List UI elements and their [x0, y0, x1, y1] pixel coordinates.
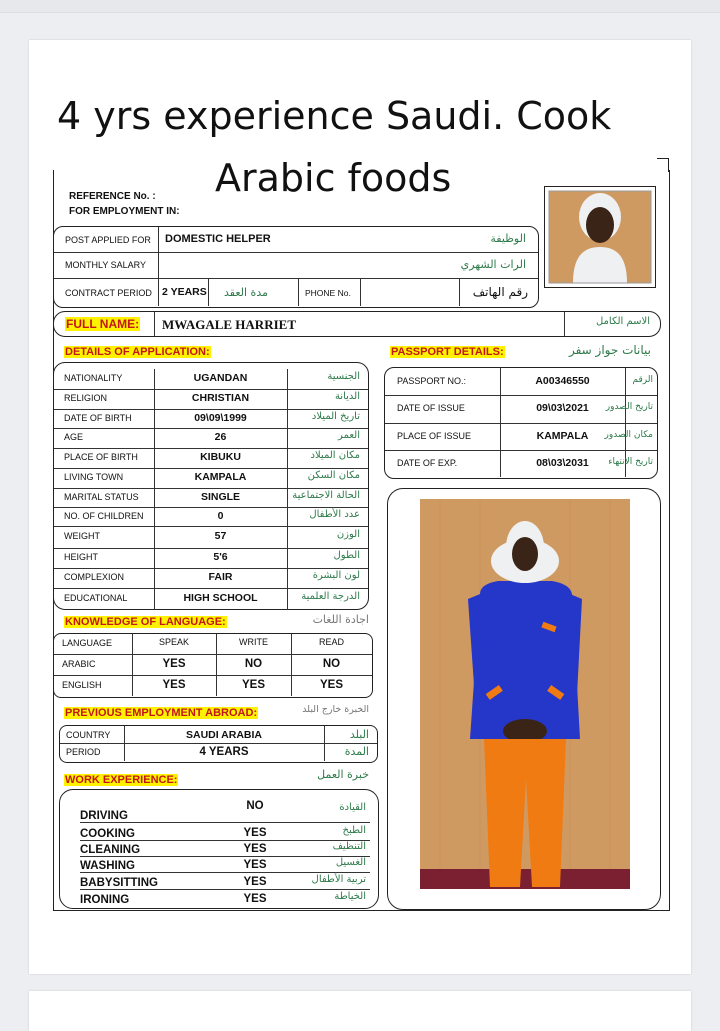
divider [158, 227, 159, 252]
detail-ar: عدد الأطفال [309, 508, 360, 520]
language-section-title: KNOWLEDGE OF LANGUAGE: [65, 616, 226, 628]
detail-row [54, 369, 368, 390]
passport-label: DATE OF EXP. [397, 457, 458, 468]
detail-row [54, 488, 368, 508]
work-section-title: WORK EXPERIENCE: [65, 774, 178, 786]
passport-value: KAMPALA [536, 429, 589, 442]
reference-label: REFERENCE No. : [69, 191, 156, 202]
full-name-ar: الاسم الكامل [595, 316, 650, 327]
language-header: SPEAK [158, 637, 189, 647]
salary-label: MONTHLY SALARY [65, 260, 147, 270]
divider [287, 507, 288, 526]
contract-row [54, 278, 538, 306]
detail-label: LIVING TOWN [64, 472, 124, 482]
divider [298, 278, 299, 306]
work-section-ar: خبرة العمل [317, 768, 369, 781]
full-body-image [420, 499, 630, 889]
headline-line-1: 4 yrs experience Saudi. Cook [57, 94, 612, 138]
job-details-box [53, 226, 539, 308]
passport-value: 09\03\2021 [536, 402, 589, 414]
detail-ar: الجنسية [327, 371, 360, 382]
post-ar: الوظيفة [490, 232, 526, 245]
detail-row [54, 507, 368, 527]
passport-value: 08\03\2031 [536, 456, 589, 469]
detail-row [54, 526, 368, 549]
work-divider [80, 822, 370, 823]
detail-label: COMPLEXION [64, 572, 125, 582]
detail-label: NATIONALITY [64, 373, 123, 383]
salary-ar: الرات الشهري [460, 258, 526, 271]
divider [154, 312, 155, 336]
passport-ar: مكان الصدور [604, 429, 653, 440]
detail-ar: الديانة [334, 391, 360, 402]
work-ar: الطبخ [342, 825, 366, 836]
divider [208, 278, 209, 306]
work-label: IRONING [80, 894, 130, 906]
post-row [54, 227, 538, 253]
work-value: YES [243, 843, 267, 855]
work-value: YES [243, 893, 267, 905]
divider [287, 448, 288, 468]
portrait-photo [544, 186, 656, 288]
passport-label: PASSPORT NO.: [397, 375, 467, 386]
period-row [60, 743, 377, 761]
work-value: NO [246, 800, 264, 812]
language-cell: YES [162, 678, 186, 691]
detail-value: SINGLE [200, 490, 241, 503]
detail-ar: مكان السكن [307, 470, 360, 481]
language-cell: ARABIC [62, 658, 96, 669]
divider [287, 409, 288, 428]
divider [459, 278, 460, 306]
divider [158, 278, 159, 306]
detail-ar: تاريخ الميلاد [311, 410, 360, 422]
work-label: DRIVING [80, 810, 128, 822]
divider [625, 368, 626, 395]
divider [287, 588, 288, 610]
passport-row [385, 423, 657, 451]
detail-ar: الطول [333, 550, 360, 561]
passport-section-ar: بيانات جواز سفر [568, 343, 651, 357]
work-ar: تربية الأطفال [311, 874, 366, 885]
country-row [60, 726, 377, 744]
work-divider [80, 856, 370, 857]
detail-label: AGE [64, 432, 84, 442]
detail-row [54, 588, 368, 610]
detail-row [54, 409, 368, 429]
full-name-value: MWAGALE HARRIET [162, 317, 296, 332]
language-cell: YES [319, 678, 343, 691]
work-experience-box [59, 789, 379, 909]
language-row [54, 634, 372, 655]
country-value: SAUDI ARABIA [185, 729, 263, 741]
passport-ar: الرقم [632, 374, 653, 385]
work-ar: القيادة [339, 802, 366, 813]
full-name-label: FULL NAME: [66, 317, 140, 331]
detail-label: DATE OF BIRTH [64, 412, 132, 423]
post-value: DOMESTIC HELPER [165, 233, 271, 245]
application-section-title: DETAILS OF APPLICATION: [65, 346, 210, 358]
full-name-box [53, 311, 661, 337]
contract-ar: مدة العقد [224, 286, 268, 299]
work-label: CLEANING [80, 844, 141, 856]
detail-ar: مكان الميلاد [310, 450, 360, 461]
detail-ar: الدرجة العلمية [301, 591, 360, 602]
period-value: 4 YEARS [199, 746, 249, 758]
passport-section-title: PASSPORT DETAILS: [391, 346, 504, 358]
divider [287, 548, 288, 568]
contract-value: 2 YEARS [162, 286, 207, 298]
language-table [53, 633, 373, 698]
divider [360, 278, 361, 306]
language-cell: YES [162, 657, 186, 670]
divider [287, 568, 288, 588]
divider [287, 389, 288, 409]
divider [287, 428, 288, 448]
employment-in-label: FOR EMPLOYMENT IN: [69, 206, 180, 217]
language-cell: NO [244, 657, 263, 670]
work-label: BABYSITTING [80, 877, 158, 889]
detail-value: CHRISTIAN [191, 392, 250, 404]
passport-ar: تاريخ الانتهاء [608, 456, 653, 467]
passport-row [385, 368, 657, 396]
detail-value: 09\09\1999 [194, 411, 247, 424]
detail-value: UGANDAN [193, 372, 248, 384]
work-divider [80, 840, 370, 841]
application-details-box [53, 362, 369, 610]
phone-ar: رقم الهاتف [472, 285, 528, 299]
detail-label: RELIGION [64, 393, 108, 403]
full-photo-frame [387, 488, 661, 910]
work-value: YES [243, 827, 267, 839]
salary-row [54, 252, 538, 279]
detail-ar: الوزن [336, 529, 360, 540]
detail-label: MARITAL STATUS [64, 491, 139, 502]
work-label: WASHING [80, 860, 135, 872]
language-cell: NO [322, 657, 341, 670]
detail-label: EDUCATIONAL [64, 593, 128, 603]
contract-label: CONTRACT PERIOD [65, 288, 152, 298]
detail-row [54, 468, 368, 489]
passport-label: PLACE OF ISSUE [397, 430, 472, 441]
language-row [54, 654, 372, 676]
detail-value: 26 [214, 431, 227, 443]
language-header: READ [318, 637, 344, 647]
detail-label: NO. OF CHILDREN [64, 510, 144, 521]
work-divider [80, 872, 370, 873]
detail-ar: الحالة الاجتماعية [292, 489, 360, 501]
divider [324, 743, 325, 761]
work-value: YES [243, 859, 267, 871]
passport-label: DATE OF ISSUE [397, 403, 465, 413]
work-value: YES [243, 876, 267, 888]
language-cell: ENGLISH [62, 679, 102, 690]
detail-ar: العمر [338, 430, 360, 441]
portrait-image [545, 187, 655, 287]
next-page [29, 991, 691, 1031]
divider [564, 312, 565, 336]
passport-row [385, 450, 657, 477]
work-label: COOKING [80, 828, 135, 840]
language-section-ar: اجادة اللغات [312, 613, 369, 626]
country-ar: البلد [349, 728, 369, 741]
work-ar: التنظيف [332, 841, 366, 852]
work-ar: الغسيل [335, 857, 366, 868]
cv-page [29, 40, 691, 974]
work-divider [80, 889, 370, 890]
detail-value: 0 [217, 509, 224, 522]
period-label: PERIOD [66, 747, 101, 757]
passport-ar: تاريخ الصدور [605, 402, 653, 412]
detail-row [54, 548, 368, 569]
divider [287, 468, 288, 488]
employment-section-ar: الخبرة خارج البلد [302, 704, 369, 715]
detail-row [54, 389, 368, 410]
detail-value: HIGH SCHOOL [183, 592, 258, 604]
divider [324, 726, 325, 743]
divider [287, 526, 288, 548]
detail-label: WEIGHT [64, 531, 100, 541]
country-label: COUNTRY [66, 730, 111, 740]
post-label: POST APPLIED FOR [65, 235, 151, 245]
employment-box [59, 725, 378, 763]
frame-corner [668, 158, 669, 172]
detail-value: 57 [214, 530, 227, 542]
full-body-photo [420, 499, 630, 889]
period-ar: المدة [344, 745, 369, 758]
detail-ar: لون البشرة [312, 570, 360, 581]
detail-label: PLACE OF BIRTH [64, 452, 138, 462]
employment-section-title: PREVIOUS EMPLOYMENT ABROAD: [65, 707, 258, 719]
detail-row [54, 568, 368, 589]
detail-value: KAMPALA [194, 471, 247, 483]
passport-row [385, 395, 657, 424]
passport-details-box [384, 367, 658, 479]
passport-value: A00346550 [535, 374, 590, 387]
detail-label: HEIGHT [64, 552, 99, 562]
detail-row [54, 448, 368, 469]
divider [287, 488, 288, 507]
divider [287, 369, 288, 389]
detail-value: 5'6 [213, 551, 228, 563]
headline-line-2: Arabic foods [215, 156, 452, 200]
language-row [54, 675, 372, 696]
language-cell: YES [241, 678, 265, 691]
detail-value: KIBUKU [200, 451, 241, 463]
detail-row [54, 428, 368, 449]
browser-top-bar [0, 0, 720, 13]
detail-value: FAIR [208, 571, 233, 583]
divider [158, 252, 159, 278]
language-header: LANGUAGE [62, 638, 113, 648]
phone-label: PHONE No. [305, 288, 351, 298]
work-ar: الخياطة [334, 891, 366, 902]
language-header: WRITE [239, 637, 268, 647]
